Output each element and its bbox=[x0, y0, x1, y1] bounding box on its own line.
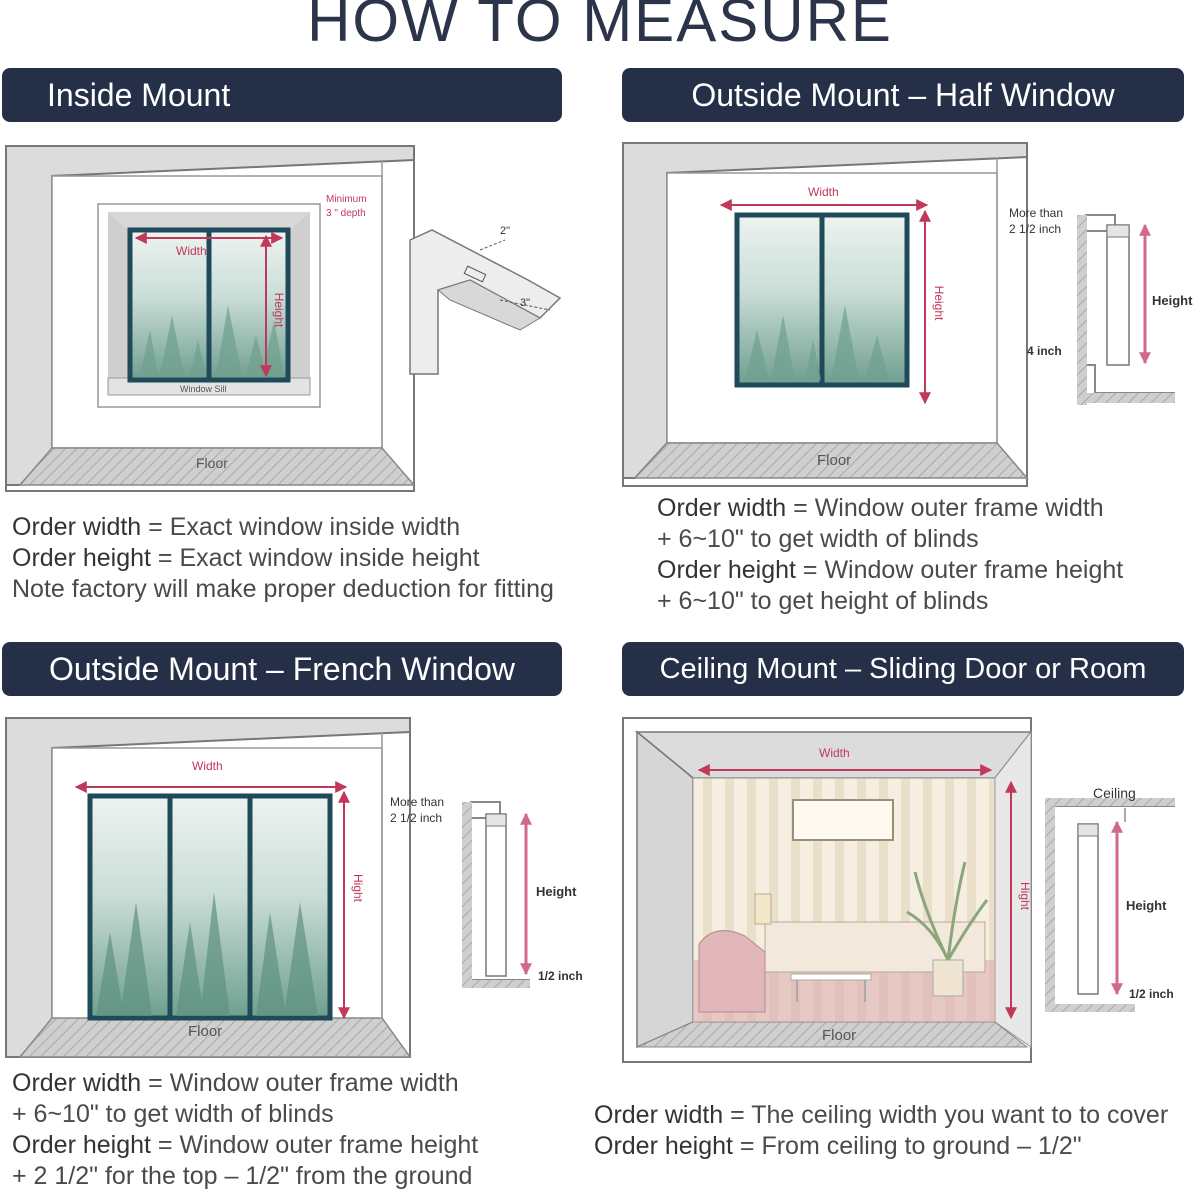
french-window-diagram bbox=[0, 712, 610, 1062]
inside-height-label: Height bbox=[272, 292, 286, 328]
half-window-caption bbox=[657, 493, 1123, 617]
header-half-window bbox=[622, 68, 1184, 122]
french-two-half-label: 2 1/2 inch bbox=[390, 811, 443, 825]
header-french-window-text: Outside Mount – French Window bbox=[49, 651, 515, 687]
half-more-than-label: More than bbox=[1009, 206, 1064, 220]
ceiling-mount-caption bbox=[594, 1100, 1168, 1162]
ceiling-height-label: Hight bbox=[1018, 881, 1032, 911]
caption-val: = Window outer frame width bbox=[141, 1069, 459, 1097]
half-width-label: Width bbox=[808, 185, 839, 199]
half-caption-line-4 bbox=[657, 586, 1123, 617]
header-french-window bbox=[2, 642, 562, 696]
ceiling-floor-label: Floor bbox=[822, 1027, 857, 1044]
half-window-diagram bbox=[615, 135, 1200, 495]
caption-val: = The ceiling width you want to to cover bbox=[723, 1101, 1169, 1129]
caption-val: = Window outer frame height bbox=[150, 1131, 479, 1159]
inside-width-label: Width bbox=[176, 244, 207, 258]
french-floor-label: Floor bbox=[188, 1023, 223, 1040]
caption-val: + 6~10" to get width of blinds bbox=[657, 525, 979, 553]
ceiling-width-label: Width bbox=[819, 746, 850, 760]
half-two-half-label: 2 1/2 inch bbox=[1009, 222, 1062, 236]
french-more-than-label: More than bbox=[390, 795, 445, 809]
caption-val: = Window outer frame width bbox=[786, 494, 1104, 522]
half-four-inch-label: 4 inch bbox=[1027, 344, 1062, 358]
caption-key: Order width bbox=[12, 513, 142, 541]
caption-val: + 2 1/2" for the top – 1/2" from the ground bbox=[12, 1162, 473, 1190]
caption-key: Order width bbox=[657, 494, 787, 522]
ceiling-side-profile bbox=[1045, 785, 1175, 1012]
half-floor-label: Floor bbox=[817, 452, 852, 469]
inside-min-depth-label: Minimum bbox=[326, 194, 367, 205]
header-half-window-text: Outside Mount – Half Window bbox=[691, 77, 1115, 113]
half-height-label: Height bbox=[932, 285, 946, 321]
caption-val: = Exact window inside height bbox=[150, 544, 480, 572]
caption-key: Order width bbox=[12, 1069, 142, 1097]
caption-key: Order height bbox=[594, 1132, 733, 1160]
bracket-detail-illustration bbox=[410, 225, 560, 374]
french-caption-line-3 bbox=[12, 1130, 478, 1161]
bracket-2in-label: 2" bbox=[500, 225, 511, 237]
french-caption-line-4 bbox=[12, 1161, 478, 1192]
ceiling-mount-diagram bbox=[615, 712, 1200, 1072]
french-side-profile bbox=[390, 795, 583, 988]
ceiling-caption-line-1 bbox=[594, 1100, 1168, 1131]
half-caption-line-2 bbox=[657, 524, 1123, 555]
inside-caption-line-3 bbox=[12, 574, 554, 605]
ceiling-ceiling-label: Ceiling bbox=[1093, 785, 1136, 801]
caption-key: Order height bbox=[657, 556, 796, 584]
header-inside-mount bbox=[2, 68, 562, 122]
inside-mount-caption bbox=[12, 512, 554, 605]
caption-val: = Window outer frame height bbox=[795, 556, 1124, 584]
french-window-caption bbox=[12, 1068, 478, 1192]
caption-key: Order width bbox=[594, 1101, 724, 1129]
caption-val: + 6~10" to get height of blinds bbox=[657, 587, 989, 615]
french-caption-line-2 bbox=[12, 1099, 478, 1130]
caption-key: Order height bbox=[12, 1131, 151, 1159]
caption-key: Order height bbox=[12, 544, 151, 572]
ceiling-caption-line-2 bbox=[594, 1131, 1168, 1162]
half-caption-line-1 bbox=[657, 493, 1123, 524]
ceiling-side-height-label: Height bbox=[1126, 898, 1167, 913]
french-side-height-label: Height bbox=[536, 884, 577, 899]
half-caption-line-3 bbox=[657, 555, 1123, 586]
half-side-profile bbox=[1009, 206, 1193, 405]
header-ceiling-mount bbox=[622, 642, 1184, 696]
header-ceiling-mount-text: Ceiling Mount – Sliding Door or Room bbox=[659, 653, 1147, 685]
french-width-label: Width bbox=[192, 759, 223, 773]
bracket-3in-label: 3" bbox=[520, 297, 531, 309]
caption-val: Note factory will make proper deduction for fitting bbox=[12, 575, 554, 603]
french-half-inch-label: 1/2 inch bbox=[538, 969, 583, 983]
french-caption-line-1 bbox=[12, 1068, 478, 1099]
inside-floor-label: Floor bbox=[196, 455, 228, 471]
inside-min-depth-label-2: 3 " depth bbox=[326, 208, 366, 219]
caption-val: = Exact window inside width bbox=[141, 513, 461, 541]
header-inside-mount-text: Inside Mount bbox=[47, 77, 231, 113]
page-title: HOW TO MEASURE bbox=[307, 0, 893, 54]
inside-caption-line-2 bbox=[12, 543, 554, 574]
inside-mount-diagram bbox=[0, 140, 580, 500]
caption-val: + 6~10" to get width of blinds bbox=[12, 1100, 334, 1128]
caption-val: = From ceiling to ground – 1/2" bbox=[732, 1132, 1082, 1160]
window-sill-label: Window Sill bbox=[180, 384, 227, 394]
french-height-label: Hight bbox=[351, 873, 365, 903]
ceiling-half-inch-label: 1/2 inch bbox=[1129, 987, 1174, 1001]
half-side-height-label: Height bbox=[1152, 293, 1193, 308]
inside-caption-line-1 bbox=[12, 512, 554, 543]
